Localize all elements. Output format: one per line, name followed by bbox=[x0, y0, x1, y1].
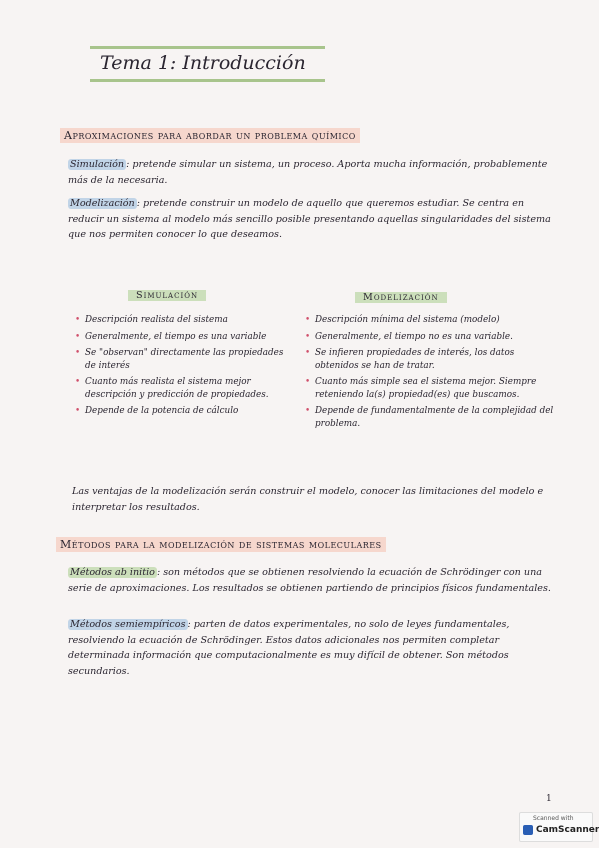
text-semiempirical: : parten de datos experimentales, no solo de leyes fundamentales, resolviendo la ecuación de Schrödinger. Estos datos adicionales nos permiten completar determinada información que computacionalmente es muy difícil de obtener. Son métodos secundarios. bbox=[68, 619, 510, 677]
text-simulation: : pretende simular un sistema, un proceso. Aporta mucha información, probablemente más de la necesaria. bbox=[68, 159, 548, 186]
bullet-icon: • bbox=[305, 348, 311, 358]
page-title: Tema 1: Introducción bbox=[100, 52, 306, 74]
paragraph-advantages: Las ventajas de la modelización serán construir el modelo, conocer las limitaciones del modelo e interpretar los resultados. bbox=[72, 486, 544, 513]
list-item: • Depende de la potencia de cálculo bbox=[75, 406, 239, 416]
list-item: • Generalmente, el tiempo no es una variable. bbox=[305, 331, 513, 342]
page-number: 1 bbox=[546, 794, 552, 804]
scanner-watermark bbox=[519, 812, 599, 842]
column-heading-modelization: Modelización bbox=[355, 292, 447, 303]
title-rule-top bbox=[90, 46, 325, 49]
bullet-icon: • bbox=[75, 315, 81, 325]
bullet-icon: • bbox=[305, 377, 311, 387]
list-item: • Descripción realista del sistema bbox=[75, 315, 228, 325]
term-semiempirical: Métodos semiempíricos bbox=[70, 619, 186, 630]
title-rule-bottom bbox=[90, 79, 325, 82]
column-modelization bbox=[305, 314, 560, 434]
bullet-icon: • bbox=[75, 377, 81, 387]
term-simulation: Simulación bbox=[70, 159, 125, 170]
bullet-icon: • bbox=[305, 331, 311, 342]
list-item: • Se "observan" directamente las propiedades de interés bbox=[75, 348, 284, 371]
watermark-caption: Scanned with bbox=[533, 815, 574, 822]
paragraph-modelization bbox=[68, 196, 558, 243]
bullet-icon: • bbox=[305, 406, 311, 416]
bullet-icon: • bbox=[75, 348, 81, 358]
text-ab-initio: : son métodos que se obtienen resolviendo la ecuación de Schrödinger con una serie de aproximaciones. Los resultados se obtienen partiendo de principios físicos fundamentales. bbox=[68, 567, 551, 594]
title-box bbox=[90, 46, 325, 82]
list-item: • Se infieren propiedades de interés, los datos obtenidos se han de tratar. bbox=[305, 348, 515, 371]
paragraph-ab-initio bbox=[68, 565, 560, 596]
list-item: • Cuanto más simple sea el sistema mejor. Siempre reteniendo la(s) propiedad(es) que buscamos. bbox=[305, 377, 537, 400]
list-item: • Cuanto más realista el sistema mejor descripción y predicción de propiedades. bbox=[75, 377, 269, 400]
text-modelization: : pretende construir un modelo de aquello que queremos estudiar. Se centra en reducir un sistema al modelo más sencillo posible presentando aquellas singularidades del sistema que nos permiten conocer lo que deseamos. bbox=[68, 198, 551, 240]
section-heading-methods: Métodos para la modelización de sistemas moleculares bbox=[56, 537, 386, 552]
bullet-icon: • bbox=[75, 331, 81, 342]
watermark-brand: CamScanner bbox=[536, 825, 599, 835]
paragraph-semiempirical bbox=[68, 617, 560, 679]
column-heading-simulation: Simulación bbox=[128, 290, 206, 301]
list-item: • Depende de fundamentalmente de la complejidad del problema. bbox=[305, 406, 554, 429]
list-item: • Generalmente, el tiempo es una variable bbox=[75, 331, 267, 342]
paragraph-simulation bbox=[68, 157, 558, 188]
term-modelization: Modelización bbox=[70, 198, 135, 209]
section-heading-approaches: Aproximaciones para abordar un problema químico bbox=[60, 128, 360, 143]
bullet-icon: • bbox=[305, 315, 311, 325]
list-item: • Descripción mínima del sistema (modelo) bbox=[305, 315, 500, 325]
term-ab-initio: Métodos ab initio bbox=[70, 567, 155, 578]
camscanner-logo-icon bbox=[523, 825, 533, 835]
column-simulation bbox=[75, 314, 295, 422]
bullet-icon: • bbox=[75, 406, 81, 416]
